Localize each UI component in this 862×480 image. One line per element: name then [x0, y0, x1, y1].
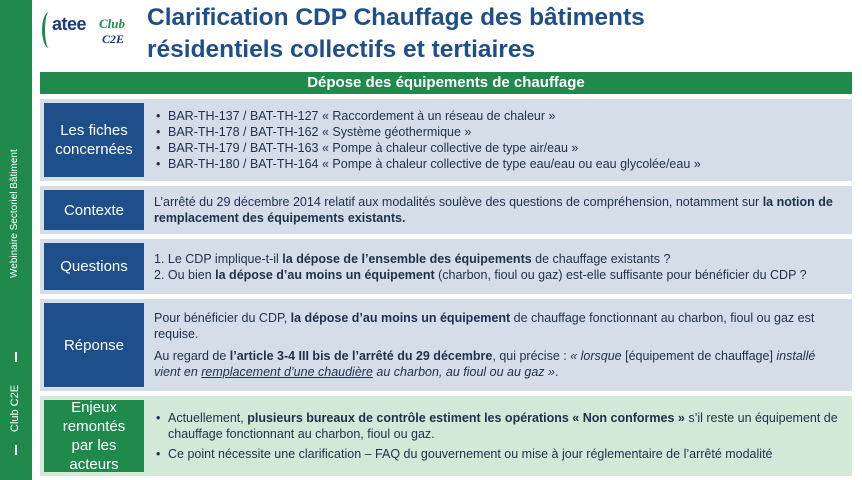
questions-list [154, 251, 844, 283]
row-fiches [40, 99, 852, 181]
row-contexte [40, 186, 852, 234]
sidebar-club-text: Club C2E [9, 384, 21, 432]
page-title [147, 2, 645, 66]
section-header: Dépose des équipements de chauffage [40, 72, 852, 94]
page-title-line2: résidentiels collectifs et tertiaires [147, 36, 536, 63]
sidebar-divider [15, 352, 17, 362]
logo-c2e-text: C2E [102, 32, 125, 46]
row-reponse [40, 299, 852, 391]
list-item: • BAR-TH-178 / BAT-TH-162 « Système géothermique » [154, 124, 844, 140]
row-label-fiches: Les fiches concernées [44, 103, 144, 177]
list-item: 1. Le CDP implique-t-il la dépose de l’ensemble des équipements de chauffage existants ? [154, 251, 671, 266]
row-content-fiches [154, 99, 844, 181]
row-label-reponse: Réponse [44, 303, 144, 387]
atee-club-c2e-logo [42, 12, 132, 52]
list-item: • BAR-TH-179 / BAT-TH-163 « Pompe à chaleur collective de type air/eau » [154, 140, 844, 156]
logo-club-text: Club [99, 16, 126, 31]
row-label-contexte: Contexte [44, 190, 144, 230]
row-content-enjeux [154, 396, 844, 476]
sidebar-vertical-text: Webinaire Sectoriel Bâtiment [9, 149, 20, 278]
row-label-questions: Questions [44, 243, 144, 290]
enjeux-list [154, 410, 844, 462]
row-content-questions [154, 239, 844, 294]
row-content-reponse: Pour bénéficier du CDP, la dépose d’au moins un équipement de chauffage fonctionnant au charbon, fioul ou gaz est requise. Au regard de l’article 3-4 III bis de l’arrêté du 29 décembre, qui précise : « lorsque [équipement de chauffage] installé vient en remplacement d’une chaudière au charbon, au fioul ou au gaz ». [154, 311, 816, 379]
list-item: 2. Ou bien la dépose d’au moins un équipement (charbon, fioul ou gaz) est-elle suffisante pour bénéficier du CDP ? [154, 267, 807, 282]
page-title-line1: Clarification CDP Chauffage des bâtiments [147, 4, 645, 31]
row-enjeux [40, 396, 852, 476]
row-questions [40, 239, 852, 294]
list-item: • BAR-TH-137 / BAT-TH-127 « Raccordement à un réseau de chaleur » [154, 108, 844, 124]
row-content-contexte: L’arrêté du 29 décembre 2014 relatif aux modalités soulève des questions de compréhension, notamment sur la notion de remplacement des équipements existants. [154, 195, 833, 225]
row-label-enjeux: Enjeux remontés par les acteurs [44, 400, 144, 472]
fiches-list [154, 108, 844, 172]
logo-atee-text: atee [52, 14, 87, 34]
sidebar-divider [15, 445, 17, 455]
list-item: • BAR-TH-180 / BAT-TH-164 « Pompe à chaleur collective de type eau/eau ou eau glycolée/eau » [154, 156, 844, 172]
list-item: • Ce point nécessite une clarification – FAQ du gouvernement ou mise à jour réglementaire de l’arrêté modalité [154, 446, 844, 462]
list-item: • Actuellement, plusieurs bureaux de contrôle estiment les opérations « Non conformes » s’il reste un équipement de chauffage fonctionnant au charbon, fioul ou gaz. [154, 410, 844, 442]
